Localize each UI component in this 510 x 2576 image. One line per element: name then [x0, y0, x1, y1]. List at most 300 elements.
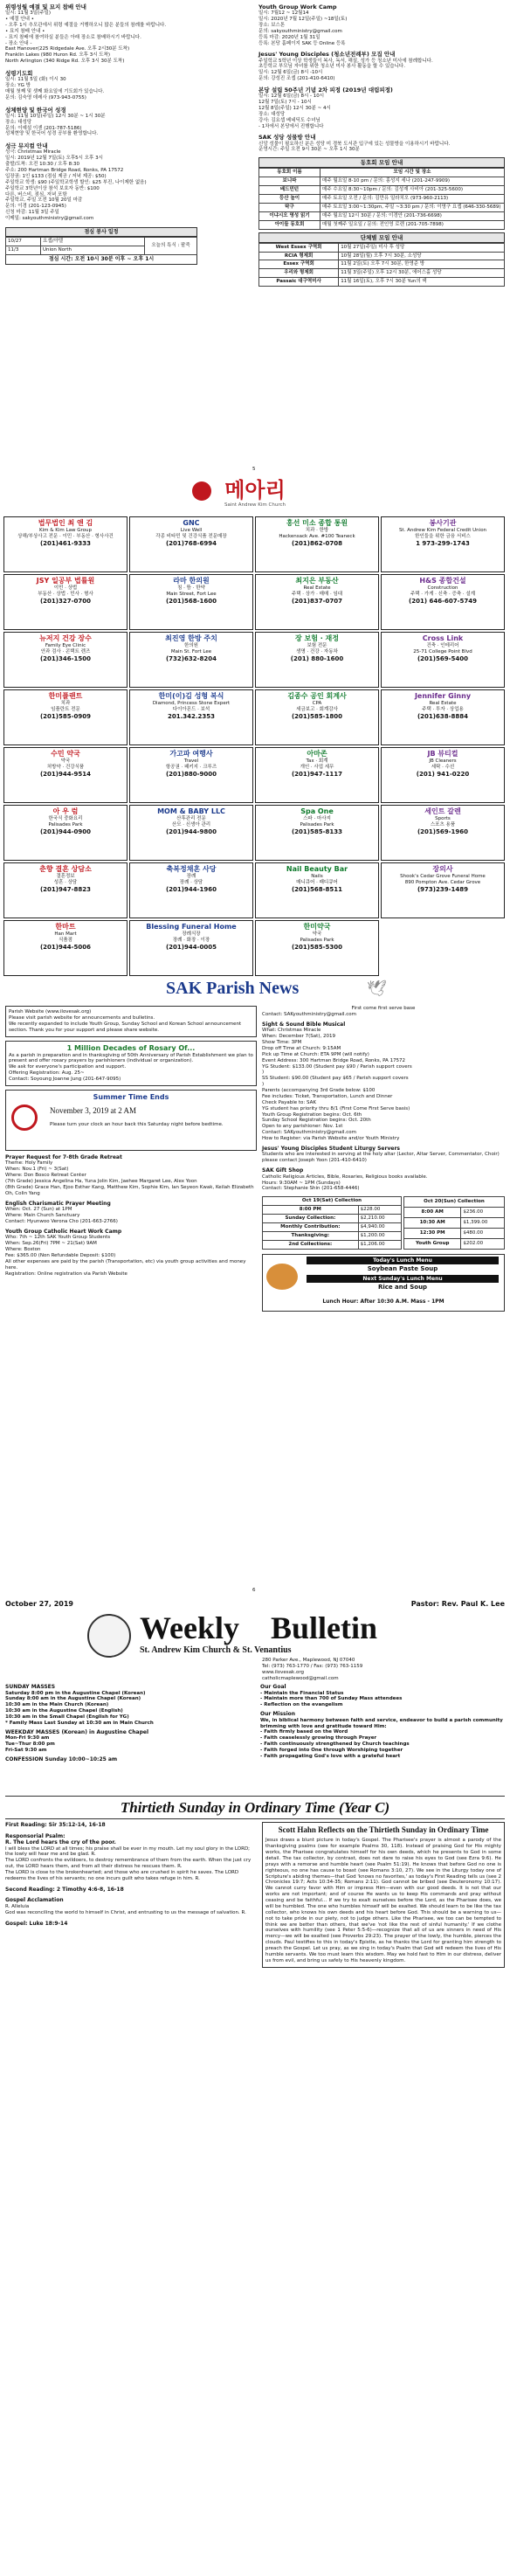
mission-title: Our Mission	[260, 1711, 296, 1718]
group-row	[259, 252, 505, 260]
ad-phone: (201)569-1960	[417, 828, 468, 835]
group-cell: West Essex 구역회	[259, 243, 339, 252]
ad-title: 아 우 럼	[52, 807, 79, 815]
section-title-retreat: 본당 설립 50주년 기념 2차 피정 (2019년 대림피정)	[258, 87, 393, 93]
ad-phone: (201)638-8884	[417, 712, 468, 720]
club-col-name: 동호회 이름	[259, 169, 320, 177]
workcamp-lines	[258, 10, 505, 46]
club-cell: 탁구	[259, 203, 320, 211]
ad-subtitle: 건축 · 인테리어	[426, 643, 459, 648]
gift-line: Catholic Religious Articles, Bible, Rosaries, Religious books available.	[262, 1174, 428, 1180]
musical-line: 주일학교 3학년이상 참석 보호자 동반: $100	[5, 185, 100, 191]
dst-line: Please turn your clock an hour back this Saturday night before bedtime.	[50, 1121, 224, 1127]
ad-card	[381, 689, 505, 745]
prayer-line: 일시: 11월 5일 (화) 이시 30	[5, 77, 66, 83]
ad-title: 법무법인 최 앤 김	[38, 519, 93, 527]
lunch-schedule	[5, 227, 197, 265]
ad-card	[255, 516, 379, 572]
psalm-line: I will bless the LORD at all times; his praise shall be ever in my mouth. Let my soul glory in the LORD; the lowly will hear me and be glad. R.	[5, 1845, 251, 1858]
ad-card	[381, 516, 505, 572]
masses-line: 10:30 am in the Main Church (Korean)	[5, 1702, 109, 1708]
sound-line: Drop off Time at Church: 9:15AM	[262, 1045, 341, 1051]
coll-left-cell: $4,940.00	[358, 1222, 401, 1231]
ad-card	[255, 574, 379, 630]
ad-desc: 25-71 College Point Blvd	[413, 648, 472, 654]
banner-title: 메아리	[224, 478, 286, 502]
ad-subtitle: Travel	[183, 758, 199, 764]
rosary-lines	[9, 1053, 253, 1083]
coll-left-row	[263, 1222, 402, 1231]
wc-line: Where: Boston	[5, 1247, 41, 1252]
coll-left-cell: 2nd Collections:	[263, 1240, 359, 1249]
hahn-text: Jesus draws a blunt picture in today's Gospel. The Pharisee's prayer is almost a parody of the thanksgiving psalms (see for example Psalms 30, 118). Instead of praising God for His mighty works, the Pharisee congratulates himself for his own deeds, which he presents to God in some detail. The tax collector, by contrast, does not dare to raise his eyes to God (see Ezra 9:6). He prays with a remorse and humble heart (see Psalm 51:19). He knows that before God no one is righteous, no one has cause to boast (see Romans 3:10, 27). We see in the Liturgy today one of Scripture's abiding themes—that God 'knows no favorites,' as today's First Reading tells us (see 2 Chronicles 19:7; Acts 10:34-35; Romans 2:11). God cannot be bribed (see Deuteronomy 10:17). We cannot curry favor with Him or impress Him—even with our good deeds. It is not that our works are not important; and of course He wants us to keep His commands and pray without ceasing and be faithful... If we try to exalt ourselves before the Lord, as the Pharisee does, we will be humbled. The one who humbles himself will be exalted. We should learn to be like the tax collector, who knows his own deeds and his heart before God. This should be a warning to us—not to take pride in our piety, not to judge others. Like the Pharisee, we too can be tempted to think we are better than others, that we've 'not like the rest of sinful humanity.' If we clothe ourselves with humility (see 1 Peter 5:5-6)—recognize that all of us are sinners in need of His mercy—we will be exalted (see Proverbs 29:23). The prayer of the lowly, the humble, pierces the clouds. Paul testifies to this in today's Epistle, as he thanks the Lord for granting him strength to preach the Gospel. Let us pray, as we sing in today's Psalm that God will redeem the lives of His humble servants. We too must learn this wisdom. May we hold fast to Him in our distress, deliver us from evil, and bring us safely to His heavenly kingdom.	[265, 1838, 501, 1963]
address-lines	[262, 1658, 419, 1682]
ad-phone: (201)346-1500	[39, 654, 91, 662]
coll-left-cell: $2,210.00	[358, 1215, 401, 1223]
ad-card	[255, 689, 379, 745]
wc-title: Youth Group Catholic Heart Work Camp	[5, 1228, 122, 1235]
coll-right-cell: $202.00	[461, 1238, 505, 1249]
ad-subtitle: 침 · 뜸 · 한약	[177, 585, 205, 591]
dst-box	[5, 1090, 257, 1151]
club-cell: 등산 놀이	[259, 195, 320, 204]
ad-card	[255, 920, 379, 976]
ad-subtitle: 약국	[312, 931, 322, 937]
masthead-bulletin: Bulletin	[271, 1610, 378, 1645]
mission-line: - Faith firmly based on the Word	[260, 1729, 348, 1735]
ad-phone: (201)944-9514	[39, 770, 91, 778]
coll-left-row	[263, 1240, 402, 1249]
ad-phone: (201)568-1600	[165, 597, 217, 605]
ads-banner	[175, 478, 335, 513]
confession: CONFESSION Sunday 10:00~10:25 am	[5, 1755, 118, 1762]
ads-page	[0, 476, 510, 976]
ad-desc: 안과 검사 · 콘택트 렌즈	[40, 648, 91, 654]
psalm-lines	[5, 1846, 258, 1882]
ad-desc: 상해/부상사고 전문 · 이민 · 부동산 · 형사사건	[17, 533, 114, 539]
mission-line: - Faith propagating God's love with a grateful heart	[260, 1753, 401, 1759]
ad-desc: Palisades Park	[48, 821, 83, 828]
workcamp-line: 장소: 보스톤	[258, 22, 286, 28]
retreat-line: - 1차에서 본당에서 진행합니다	[258, 123, 324, 129]
musical-line: 신청 마감: 11월 3일 주일	[5, 210, 59, 216]
coll-right-cell: $236.00	[461, 1208, 505, 1218]
ad-card	[3, 689, 128, 745]
p2-left	[5, 1006, 257, 1277]
jyd-line: 일시: 12월 6일(금) 8시 -10시	[258, 70, 323, 76]
banner-subtitle: Saint Andrew Kim Church	[224, 502, 286, 508]
ad-phone: (201)862-0708	[291, 539, 342, 547]
shop-lines	[258, 142, 505, 154]
wc-line: Registration: Online registration via Parish Website	[5, 1271, 128, 1277]
clock-icon	[11, 1104, 38, 1131]
ad-phone: (201)461-9333	[39, 539, 91, 547]
jyd2-line: Students who are interested in serving at the holy altar (Lector, Altar Server, Commentator, Choir) please contact Joseph Yoon (201-410-6410)	[262, 1152, 500, 1164]
section-title-bible: 성체현양 및 한국어 성경	[5, 106, 66, 114]
website-line: We recently expanded to include Youth Group, Sunday School and Korean School announcement section. Thank you for your support and please share website.	[9, 1021, 242, 1033]
sched-group-1: 요셉/아델	[41, 238, 145, 246]
rosary-line: Contact: Soyoung Joanne Jung (201-647-9095)	[9, 1077, 121, 1082]
ad-subtitle: St. Andrew Kim Federal Credit Union	[398, 528, 487, 533]
ad-card	[129, 805, 253, 861]
ad-phone: (201)944-1960	[165, 885, 217, 893]
coll-left-head: Oct 19(Sat) Collection	[263, 1197, 402, 1206]
group-cell: 11월 3일(주일) 오후 12시 30분, 에어스홀 성당	[339, 269, 505, 278]
ad-phone: (201)585-0909	[39, 712, 91, 720]
memorial-line: East Hanover(225 Ridgedale Ave. 오후 2시30분 도착)	[5, 46, 130, 52]
coll-right-cell: $480.00	[461, 1228, 505, 1238]
goal-lines	[260, 1691, 505, 1709]
ad-title: JB 뷰티컬	[427, 750, 458, 758]
ad-title: 춘향 결혼 상담소	[39, 865, 92, 873]
hahn-box	[262, 1822, 505, 1968]
ad-subtitle: JB Cleaners	[429, 758, 457, 764]
masses-lines	[5, 1691, 255, 1727]
prayer-request-line: Theme: Holy Family	[5, 1160, 53, 1167]
ad-card	[255, 632, 379, 688]
page-number-1: 5	[252, 467, 256, 472]
ad-desc: 주택 · 투자 · 상업용	[422, 706, 464, 712]
sunday-title: Thirtieth Sunday in Ordinary Time (Year C)	[5, 1796, 505, 1819]
sched-date-2: 11/3	[6, 246, 41, 255]
ad-card	[381, 574, 505, 630]
ad-card	[381, 805, 505, 861]
ad-card	[129, 920, 253, 976]
ad-desc: 장례 · 상담	[179, 879, 203, 885]
ad-desc: 부동산 · 상법 · 민사 · 형사	[38, 591, 93, 597]
jyd-line: 초등학교 부모님 자녀를 위한 청소년 미사 봉사 활동을 할 수 있습니다.	[258, 64, 405, 70]
retreat-line: 강사: 김요셉 베네딕도 수녀님	[258, 117, 320, 123]
group-cell: 우리와 형제회	[259, 269, 339, 278]
ad-desc: 장례 · 화장 · 이장	[172, 937, 210, 943]
group-cell: 11월 2일(토) 오후 7시 30분, 한영준 방	[339, 260, 505, 269]
ad-title: Jennifer Ginny	[414, 692, 472, 700]
memorial-line: 일시: 11월 3일(주일)	[5, 10, 52, 17]
bible-line: 일시: 11월 10일(주일) 12시 30분 ~ 1시 30분	[5, 113, 106, 119]
memorial-line: North Arlington (340 Ridge Rd. 오후 3시 30분 도착)	[5, 59, 125, 65]
club-cell: 매주 수요일 8:30~10pm / 문의: 김성재 사비아 (201-325-5600)	[320, 186, 505, 195]
ad-title: GNC	[183, 519, 200, 527]
ad-card	[3, 632, 128, 688]
ad-desc: 다이아몬드 · 보석	[172, 706, 210, 712]
ads-grid	[3, 516, 507, 971]
club-cell: 매주 월요일 12시 30분 / 문의: 이경안 (201-736-6698)	[320, 211, 505, 220]
sound-lines	[262, 1028, 505, 1142]
prayer-request-line: (7th Grade) Jessica Angelina Ha, Yuna Jolin Kim, Jaehee Margaret Lee, Alex Yoon	[5, 1179, 197, 1184]
address-line: www.ilovesak.org	[262, 1669, 304, 1675]
ad-card	[3, 920, 128, 976]
lunch-box	[262, 1254, 505, 1312]
musical-line: 성극: Christmas Miracle	[5, 149, 61, 156]
ec-line: Where: Main Church Sanctuary	[5, 1213, 80, 1218]
ad-card	[3, 516, 128, 572]
masses-line: * Family Mass Last Sunday at 10:30 am in Main Church	[5, 1720, 154, 1726]
group-row	[259, 278, 505, 287]
musical-line: 다른, 버스비, 점심, 저녁 포함	[5, 191, 67, 197]
website-line: Parish Website (www.ilovesak.org)	[9, 1009, 92, 1014]
ad-title: 수민 약국	[51, 750, 80, 758]
ad-phone: (201)568-8511	[291, 885, 342, 893]
ad-card	[129, 689, 253, 745]
jyd-line: 문의: 강성진 조셉 (201-410-6410)	[258, 76, 335, 82]
coll-left-cell: Sunday Collection:	[263, 1215, 359, 1223]
coll-right-row	[404, 1228, 505, 1238]
second-reading: Second Reading: 2 Timothy 4:6-8, 16-18	[5, 1886, 124, 1893]
ad-phone: (201)947-1117	[291, 770, 342, 778]
ad-card	[381, 747, 505, 803]
club-cell: 매주 토요일 3:00~1:30pm, 주일 ~3:30 pm / 문의: 이영구 요셉 (646-330-5689)	[320, 203, 505, 211]
club-col-time: 모임 시간 및 장소	[320, 169, 505, 177]
website-lines	[9, 1009, 253, 1034]
lunch-today: Soybean Paste Soup	[367, 1264, 438, 1272]
workcamp-line: 일시: 7월12 ~ 12월14	[258, 10, 309, 17]
section-title-jyd: Jesus' Young Disciples (청소년전례부) 모집 안내	[258, 51, 396, 59]
goal-line: - Reflection on the evangelism	[260, 1702, 343, 1708]
ad-phone: (201)327-0700	[39, 597, 91, 605]
dst-date: November 3, 2019 at 2 AM	[50, 1105, 136, 1115]
rosary-line: Offering Registration: Aug. 25~	[9, 1070, 85, 1077]
bulletin-pastor: Pastor: Rev. Paul K. Lee	[410, 1600, 505, 1608]
coll-right-head: Oct 20(Sun) Collection	[404, 1197, 505, 1208]
coll-right-cell: 10:30 AM	[404, 1217, 461, 1228]
ad-desc: 스포츠 용품	[430, 821, 456, 828]
ad-desc: 항공권 · 패키지 · 크루즈	[165, 764, 217, 770]
sound-line: Pick up Time at Church: ETA 9PM (will notify)	[262, 1051, 369, 1057]
ad-desc: 세탁 · 수선	[431, 764, 455, 770]
ad-phone: 1 973-299-1743	[416, 539, 470, 547]
sound-line: SS Student: $90.00 (Student pay $65 / Parish support covers	[262, 1076, 409, 1082]
sound-line: YG student has priority thru 8/1 (First Come First Serve basis)	[262, 1105, 410, 1111]
ad-desc: 각종 비타민 및 건강식품 전문매장	[155, 533, 227, 539]
coll-left-cell: $1,206.00	[358, 1240, 401, 1249]
hahn-title: Scott Hahn Reflects on the Thirtieth Sunday in Ordinary Time	[278, 1825, 489, 1834]
ad-desc: 890 Pompton Ave. Cedar Grove	[404, 879, 481, 885]
masses-line: Sunday 8:00 am in the Augustine Chapel (Korean)	[5, 1696, 141, 1702]
club-row	[259, 203, 505, 211]
ad-subtitle: 치과 · 한방	[305, 528, 329, 533]
ad-subtitle: Construction	[427, 585, 458, 591]
ad-subtitle: 보험 전문	[307, 643, 327, 648]
coll-left-cell: 8:00 PM	[263, 1206, 359, 1215]
wc-line: All other expenses are paid by the parish (Transportation, etc) via youth group activities and money here.	[5, 1258, 246, 1271]
memorial-line: • 예절 안내 •	[5, 17, 34, 22]
club-row	[259, 211, 505, 220]
weekday-title: WEEKDAY MASSES (Korean) in Augustine Chapel	[5, 1728, 149, 1735]
ad-phone: (201)944-5006	[39, 943, 91, 951]
wc-line: Who: 7th ~ 12th SAK Youth Group Students	[5, 1235, 111, 1241]
ad-title: 한미플랜트	[48, 692, 83, 700]
lunch-icon	[266, 1264, 298, 1290]
prayer-line: 장소: YG 방	[5, 83, 31, 88]
goal-box	[260, 1684, 505, 1760]
coll-left-cell: $1,200.00	[358, 1231, 401, 1240]
ad-subtitle: Nails	[311, 874, 323, 879]
masses-title: SUNDAY MASSES	[5, 1684, 56, 1690]
musical-line: 일시: 2019년 12월 7일(토) 오후5시 오후 3시	[5, 156, 103, 162]
section-title-musical: 성극 뮤지컬 안내	[5, 142, 48, 150]
sound-line: Contact: SAKyouthministry@gmail.com	[262, 1130, 357, 1136]
club-table-title: 동호회 모임 안내	[258, 157, 505, 168]
ad-subtitle: 치과	[60, 701, 71, 706]
ad-card	[3, 862, 128, 918]
page-3	[0, 1598, 510, 2576]
ad-title: Spa One	[300, 807, 334, 815]
address-line: 280 Parker Ave., Maplewood, NJ 07040	[262, 1658, 355, 1663]
musical-line: 주소: 200 Hartman Bridge Road, Ronks, PA 17572	[5, 168, 124, 173]
ad-subtitle: Sports	[435, 816, 451, 821]
collection-tables	[262, 1196, 505, 1249]
ad-desc: 처방약 · 건강식품	[46, 764, 85, 770]
ad-title: 축복정채혼 사당	[166, 865, 217, 873]
ad-title: 세인트 갈렌	[424, 807, 461, 815]
club-cell: 아이들 동호회	[259, 220, 320, 229]
ad-subtitle: 결혼정보	[56, 874, 75, 879]
psalm-refrain: R. The Lord hears the cry of the poor.	[5, 1839, 116, 1845]
ad-phone: (201) 941-0220	[416, 770, 470, 778]
retreat-lines	[258, 93, 505, 129]
sound-line: Check Payable to: SAK	[262, 1099, 316, 1105]
jyd-line: 주일학교 5학년 이상 학생들이 복사, 독서, 해설, 성가 등 청소년 미사에 참례합니다.	[258, 58, 433, 64]
shop-line: 운영시간: 주일 오전 9시 30분 ~ 오후 1시 30분	[258, 147, 360, 153]
lunch-today-title: Today's Lunch Menu	[307, 1257, 499, 1265]
ad-card	[255, 805, 379, 861]
ad-card	[3, 805, 128, 861]
ad-subtitle: CPA	[312, 701, 322, 706]
ad-desc: 매니큐어 · 패디큐어	[296, 879, 338, 885]
dove-icon: 🕊	[367, 980, 387, 998]
workcamp-line: 등록 마감: 2020년 1월 31일	[258, 34, 320, 40]
psalm-line: The LORD is close to the brokenhearted; and those who are crushed in spirit he saves. The LORD redeems the lives of his servants; no one incurs guilt who takes refuge in him. R.	[5, 1870, 239, 1881]
ad-title: 한미약국	[303, 923, 331, 931]
ad-subtitle: 한국식 중화요리	[48, 816, 83, 821]
coll-right-cell: 12:30 PM	[404, 1228, 461, 1238]
musical-line: 주일학교, 주일 오전 10월 20일 마감	[5, 197, 83, 204]
sound-line: Sunday School Registration begins: Oct. 20th	[262, 1118, 371, 1124]
prayer-request-line: (8th Grade) Grace Han, Ejoo Esther Kang, Matthew Kim, Sophie Kim, Ian Seyeon Kwak, Keilah Elizabeth Oh, Colin Yang	[5, 1184, 254, 1196]
ad-title: Blessing Funeral Home	[146, 923, 237, 931]
group-cell: Essex 구역회	[259, 260, 339, 269]
club-cell: 매주 토요일 오전 / 문의: 김만유 일라치오 (973-960-2113)	[320, 195, 505, 204]
gift-title: SAK Gift Shop	[262, 1167, 304, 1174]
coll-left-cell: $228.00	[358, 1206, 401, 1215]
coll-left-cell: Thanksgiving:	[263, 1231, 359, 1240]
coll-right-cell: $1,399.00	[461, 1217, 505, 1228]
ad-subtitle: Shook's Cedar Grove Funeral Home	[400, 874, 486, 879]
goal-line: - Maintain the Financial Status	[260, 1690, 344, 1696]
ad-title: 뉴저지 건강 장수	[39, 634, 92, 642]
acclamation-lines	[5, 1904, 258, 1916]
lunch-schedule-foot: 점심 시간: 오전 10시 30분 이후 ~ 오후 1시	[5, 255, 197, 265]
ad-phone: (201)585-8133	[291, 828, 342, 835]
group-row	[259, 243, 505, 252]
church-logo-icon	[87, 1614, 131, 1658]
ad-desc: Hackensack Ave. #100 Teaneck	[279, 533, 355, 539]
ad-phone: (201)944-0005	[165, 943, 217, 951]
p2-right	[262, 1006, 505, 1312]
bible-line: 장소: 대성당	[5, 119, 32, 125]
parish-news-header	[0, 976, 510, 1002]
masses-box	[5, 1684, 255, 1762]
ad-desc: 성혼 · 상담	[53, 879, 78, 885]
psalm-title: Responsorial Psalm:	[5, 1832, 65, 1839]
ad-subtitle: Real Estate	[429, 701, 457, 706]
ad-desc: Palisades Park	[300, 821, 334, 828]
ec-line: Contact: Hyunwoo Verona Cho (201-663-2766)	[5, 1218, 118, 1224]
coll-right-row	[404, 1208, 505, 1218]
ad-card	[129, 574, 253, 630]
prayer-request-title: Prayer Request for 7-8th Grade Retreat	[5, 1153, 122, 1160]
section-title-memorial: 위령성월 예절 및 묘지 참배 안내	[5, 3, 86, 10]
ad-title: 봉사기관	[429, 519, 457, 527]
ad-title: 라마 한의원	[173, 577, 210, 585]
coll-right-row	[404, 1217, 505, 1228]
memorial-line: - 오후 1시 추모관에서 위령 예절을 거행하오니 많은 분들의 참례를 바랍니다.	[5, 22, 167, 28]
ad-phone: (201)768-6994	[165, 539, 217, 547]
ec-lines	[5, 1207, 257, 1225]
memorial-lines	[5, 10, 253, 65]
mission-line: We, in biblical harmony between faith and service, endeavor to build a parish community brimming with love and gratitude toward Him:	[260, 1717, 503, 1729]
psalm-line: The LORD confronts the evildoers, to destroy remembrance of them from the earth. When the just cry out, the LORD hears them, and from all their distress he rescues them. R.	[5, 1858, 252, 1870]
dst-lines	[50, 1122, 242, 1128]
sound-line: Open to any parishioner: Nov. 1st	[262, 1124, 343, 1130]
ad-title: Nail Beauty Bar	[286, 865, 348, 873]
sound-line: Fee includes: Ticket, Transportation, Lunch and Dinner	[262, 1093, 393, 1099]
coll-right-cell: Youth Group	[404, 1238, 461, 1249]
ad-subtitle: 장례	[186, 874, 196, 879]
sound-line: )	[262, 1082, 265, 1088]
sched-group-2: Union North	[41, 246, 145, 255]
group-cell: Passaic 대구역미사	[259, 278, 339, 287]
mission-lines	[260, 1718, 505, 1760]
ad-card	[381, 632, 505, 688]
weekday-line: Tue~Thur 8:00 pm	[5, 1742, 55, 1748]
bible-lines	[5, 114, 253, 138]
ad-title: JSY 일공부 법률원	[36, 577, 95, 585]
workcamp-line: 등록: 본당 홈페이지 SAK 등 Online 등록	[258, 40, 346, 46]
wc-line: When: Sep.26(Fri) 7PM ~ 21(Sat) 9AM	[5, 1241, 97, 1247]
sound-line: How to Register: via Parish Website and/or Youth Ministry	[262, 1136, 400, 1141]
dst-title: Summer Time Ends	[93, 1092, 169, 1101]
club-row	[259, 177, 505, 186]
ad-title: 한마트	[55, 923, 76, 931]
ad-desc: 산모 · 신생아 관리	[171, 821, 211, 828]
ad-phone: (201)880-9000	[165, 770, 217, 778]
club-cell: 보니따	[259, 177, 320, 186]
masses-line: Saturday 8:00 pm in the Augustine Chapel (Korean)	[5, 1690, 146, 1696]
coll-right-cell: 8:00 AM	[404, 1208, 461, 1218]
ad-subtitle: Family Eye Clinic	[45, 643, 86, 648]
masthead-weekly: Weekly	[140, 1610, 239, 1645]
musical-line: 이메일: sakyouthministry@gmail.com	[5, 216, 94, 221]
ad-desc: Palisades Park	[300, 937, 334, 943]
page-1	[0, 0, 510, 476]
prayer-line: 문의: 김숙영 데레사 (973-943-0755)	[5, 94, 86, 100]
weekday-line: Mon-Fri 9:30 am	[5, 1735, 50, 1742]
prayer-line: 매월 첫째 및 셋째 화요일에 기도회가 있습니다.	[5, 88, 105, 94]
club-table	[258, 168, 505, 229]
sound-line: )	[262, 1070, 265, 1076]
lunch-next: Rice and Soup	[377, 1283, 428, 1291]
ad-phone: (201)585-1800	[291, 712, 342, 720]
ad-desc: Main St. Fort Lee	[170, 648, 212, 654]
ad-subtitle: Live Well	[180, 528, 203, 533]
address-line: catholicmaplewood@gmail.com	[262, 1675, 339, 1681]
club-cell: 매주 월요일 8-10 pm / 문의: 홍성지 세나 (201-247-9909)	[320, 177, 505, 186]
group-table-title: 단체별 모임 안내	[258, 232, 505, 243]
memorial-line: Franklin Lakes (980 Huron Rd. 오후 3시 도착)	[5, 52, 111, 59]
group-cell: 10월 27일(주일) 미사 후 성당	[339, 243, 505, 252]
website-box	[5, 1006, 257, 1037]
